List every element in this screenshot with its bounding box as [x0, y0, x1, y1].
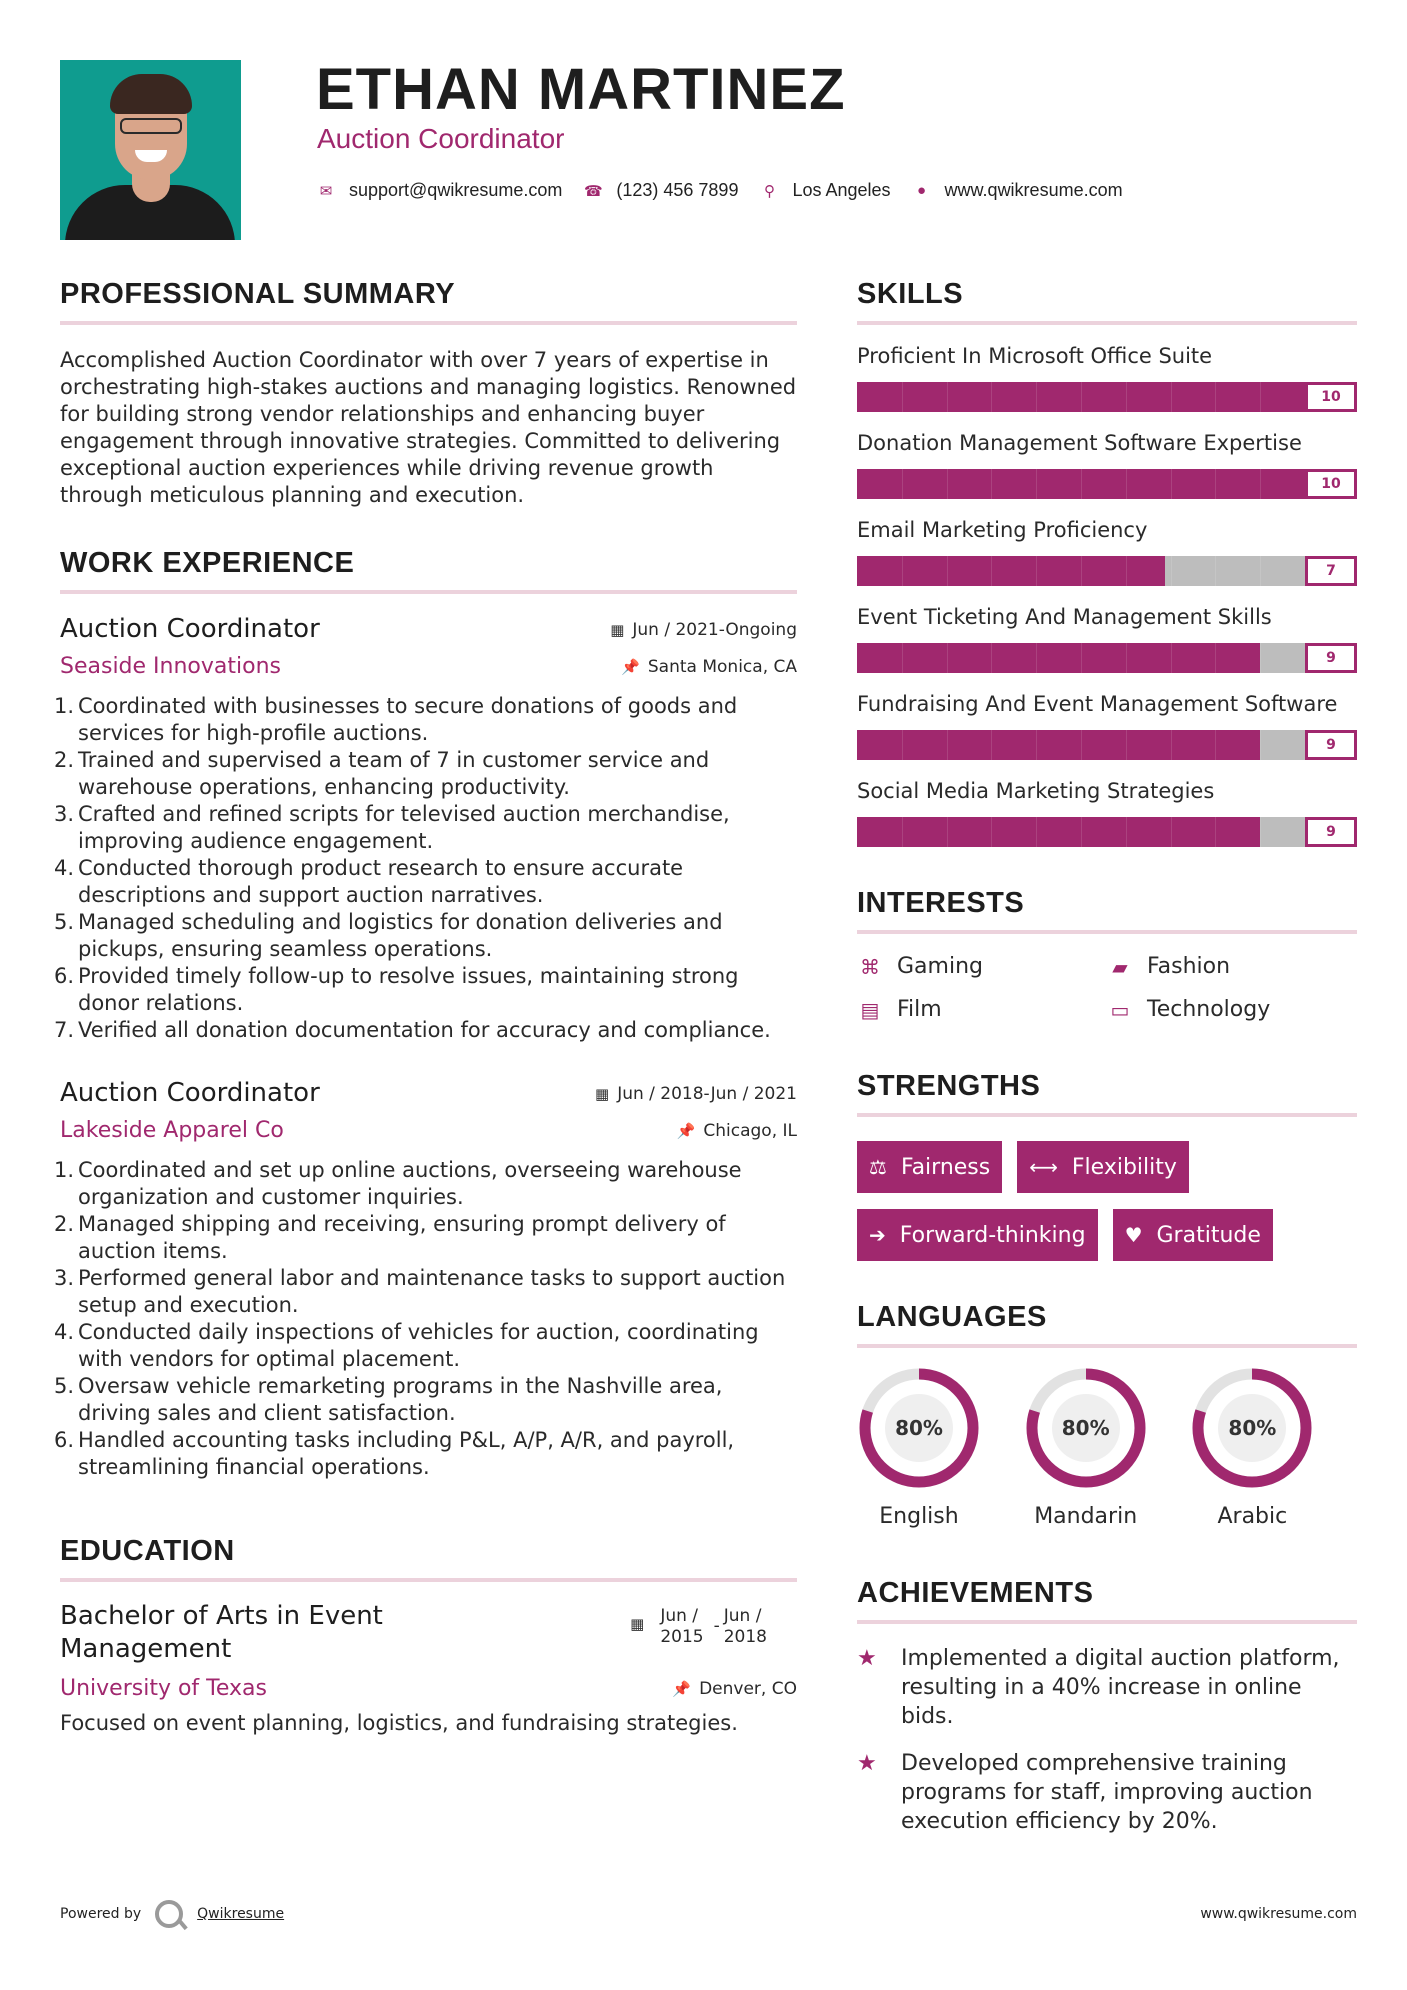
skill-bar-segment: [1215, 643, 1216, 673]
section-title: EDUCATION: [60, 1535, 235, 1567]
skill-bar-segment: [991, 730, 992, 760]
skill-bar-segment: [947, 817, 948, 847]
photo-glasses-shape: [120, 118, 182, 134]
job-entry: [60, 614, 797, 1044]
strength-chip: [1113, 1209, 1273, 1261]
skill-bar: [857, 730, 1357, 760]
skill-bar-segment: [902, 817, 903, 847]
strength-chip: [857, 1209, 1098, 1261]
strengths-list: [857, 1141, 1357, 1261]
interest-gaming: [857, 954, 1107, 979]
pushpin-icon: 📌: [621, 657, 640, 676]
skill-bar-fill: [857, 382, 1357, 412]
skill-item: [857, 778, 1357, 847]
bullet-item: Oversaw vehicle remarketing programs in the Nashville area, driving sales and client satisfaction.: [78, 1374, 723, 1425]
skill-bar: [857, 469, 1357, 499]
skill-bar-segment: [1260, 469, 1261, 499]
powered-by-label: Powered by: [60, 1906, 142, 1922]
skill-bar-segment: [1036, 730, 1037, 760]
skill-bar-segment: [1036, 643, 1037, 673]
map-pin-icon: ⚲: [763, 182, 775, 200]
skill-bar-fill: [857, 556, 1165, 586]
strength-label: Gratitude: [1156, 1222, 1261, 1248]
calendar-icon: ▦: [630, 1615, 645, 1633]
powered-by: [60, 1900, 284, 1928]
job-bullets: [60, 1157, 797, 1481]
candidate-title: Auction Coordinator: [317, 123, 565, 154]
skill-bar-segment: [991, 556, 992, 586]
skill-bar-segment: [902, 382, 903, 412]
skill-bar-segment: [1171, 469, 1172, 499]
strength-label: Forward-thinking: [899, 1222, 1086, 1248]
skill-bar-segment: [1081, 469, 1082, 499]
skill-bar-segment: [1126, 817, 1127, 847]
skills-list: [857, 343, 1357, 847]
skill-bar-segment: [947, 382, 948, 412]
language-name: English: [879, 1504, 959, 1529]
bullet-item: Coordinated and set up online auctions, overseeing warehouse organization and customer inquiries.: [78, 1158, 742, 1209]
job-location-text: Chicago, IL: [703, 1120, 797, 1141]
arrows-horizontal-icon: ⟷: [1029, 1155, 1058, 1179]
languages-section: [857, 1301, 1357, 1529]
section-title: SKILLS: [857, 278, 964, 310]
contact-phone-text: (123) 456 7899: [616, 180, 739, 200]
language-progress-ring: [1190, 1366, 1314, 1490]
section-divider: [857, 930, 1357, 934]
education-location-text: Denver, CO: [699, 1678, 797, 1699]
skill-bar-segment: [1126, 382, 1127, 412]
heart-icon: ♥: [1124, 1223, 1143, 1247]
right-column: [857, 278, 1357, 1836]
job-location: [621, 657, 797, 677]
skill-bar-segment: [1171, 382, 1172, 412]
bullet-item: Managed scheduling and logistics for donation deliveries and pickups, ensuring seamless operations.: [78, 910, 723, 961]
section-title: ACHIEVEMENTS: [857, 1577, 1094, 1609]
summary-section: [60, 278, 797, 509]
skill-bar-segment: [1171, 643, 1172, 673]
section-title: LANGUAGES: [857, 1301, 1047, 1333]
contact-email[interactable]: [317, 180, 562, 201]
skill-score-badge: 9: [1305, 817, 1357, 847]
laptop-icon: ▭: [1110, 997, 1130, 1022]
interests-section: [857, 887, 1357, 1022]
skill-bar-segment: [1260, 730, 1261, 760]
skill-score-badge: 7: [1305, 556, 1357, 586]
skill-bar-segment: [1081, 817, 1082, 847]
language-name: Mandarin: [1034, 1504, 1138, 1529]
bullet-item: Verified all donation documentation for accuracy and compliance.: [78, 1018, 771, 1042]
brand-link[interactable]: Qwikresume: [197, 1906, 285, 1922]
skill-name: Social Media Marketing Strategies: [857, 779, 1215, 803]
skill-bar-segment: [902, 556, 903, 586]
bullet-item: Managed shipping and receiving, ensuring prompt delivery of auction items.: [78, 1212, 726, 1263]
contact-location-text: Los Angeles: [792, 180, 891, 200]
skill-bar-segment: [947, 643, 948, 673]
balance-scale-icon: ⚖: [869, 1155, 887, 1179]
language-progress-ring: [1024, 1366, 1148, 1490]
skill-score-badge: 9: [1305, 730, 1357, 760]
calendar-icon: ▦: [595, 1085, 610, 1103]
start-year: 2015: [660, 1627, 704, 1647]
skill-bar-segment: [1215, 382, 1216, 412]
skill-bar-segment: [902, 730, 903, 760]
skill-name: Event Ticketing And Management Skills: [857, 605, 1272, 629]
job-location-text: Santa Monica, CA: [647, 656, 797, 677]
skill-bar: [857, 817, 1357, 847]
language-name: Arabic: [1217, 1504, 1288, 1529]
skill-bar-segment: [1260, 817, 1261, 847]
summary-text: Accomplished Auction Coordinator with over 7 years of expertise in orchestrating high-stakes auctions and managing logistics. Renowned for building strong vendor relationships and enhancing buyer engagement through innovative strategies. Committed to delivering exceptional auction experiences while driving revenue growth through meticulous planning and execution.: [60, 348, 797, 507]
skill-name: Fundraising And Event Management Software: [857, 692, 1338, 716]
gamepad-icon: ⌘: [860, 954, 880, 979]
skill-bar-segment: [947, 556, 948, 586]
skill-bar-segment: [947, 469, 948, 499]
company-name: Lakeside Apparel Co: [60, 1118, 284, 1143]
phone-icon: ☎: [584, 182, 603, 200]
star-icon: ★: [857, 1646, 877, 1671]
shopping-bag-icon: ▰: [1112, 954, 1128, 979]
skill-bar-segment: [1215, 469, 1216, 499]
education-description: Focused on event planning, logistics, and fundraising strategies.: [60, 1711, 738, 1735]
footer-website-link[interactable]: www.qwikresume.com: [1200, 1906, 1357, 1922]
job-dates-text: Jun / 2021-Ongoing: [632, 620, 797, 640]
skills-section: [857, 278, 1357, 847]
star-icon: ★: [857, 1751, 877, 1776]
language-progress-ring: [857, 1366, 981, 1490]
skill-bar-segment: [1126, 469, 1127, 499]
section-divider: [857, 321, 1357, 325]
skill-name: Donation Management Software Expertise: [857, 431, 1302, 455]
skill-bar-segment: [991, 643, 992, 673]
achievement-text: Developed comprehensive training programs for staff, improving auction execution efficiency by 20%.: [901, 1751, 1313, 1834]
skill-score-badge: 10: [1305, 469, 1357, 499]
bullet-item: Performed general labor and maintenance tasks to support auction setup and execution.: [78, 1266, 786, 1317]
skill-bar-segment: [1171, 817, 1172, 847]
skill-bar-segment: [1126, 643, 1127, 673]
candidate-name: ETHAN MARTINEZ: [316, 57, 846, 122]
photo-hair-shape: [110, 74, 192, 114]
education-start: [660, 1606, 703, 1648]
achievement-text: Implemented a digital auction platform, resulting in a 40% increase in online bids.: [901, 1646, 1340, 1729]
date-separator: -: [713, 1616, 720, 1636]
bullet-item: Trained and supervised a team of 7 in customer service and warehouse operations, enhancing productivity.: [78, 748, 710, 799]
profile-photo: [60, 60, 241, 240]
section-divider: [60, 321, 797, 325]
contact-bar: [317, 180, 1145, 201]
skill-bar-segment: [991, 817, 992, 847]
job-bullets: [60, 693, 797, 1044]
company-name: Seaside Innovations: [60, 654, 281, 679]
strength-chip: [1017, 1141, 1189, 1193]
skill-bar-segment: [1036, 469, 1037, 499]
section-divider: [857, 1620, 1357, 1624]
bullet-item: Coordinated with businesses to secure donations of goods and services for high-profile auctions.: [78, 694, 738, 745]
language-item: [1190, 1366, 1357, 1529]
job-location: [677, 1121, 797, 1141]
achievements-section: [857, 1577, 1357, 1836]
skill-bar-segment: [991, 382, 992, 412]
section-divider: [60, 1578, 797, 1582]
section-divider: [857, 1344, 1357, 1348]
skill-bar-segment: [902, 469, 903, 499]
bullet-item: Provided timely follow-up to resolve issues, maintaining strong donor relations.: [78, 964, 739, 1015]
start-month: Jun /: [660, 1606, 699, 1626]
footer: [60, 1900, 1357, 1928]
job-title: Auction Coordinator: [60, 1078, 320, 1108]
education-dates: [630, 1606, 767, 1666]
education-end: [724, 1606, 767, 1648]
bullet-item: Crafted and refined scripts for televised auction merchandise, improving audience engagement.: [78, 802, 730, 853]
interests-list: [857, 954, 1357, 1022]
skill-bar: [857, 556, 1357, 586]
globe-icon: ●: [917, 182, 927, 199]
skill-bar-segment: [1260, 643, 1261, 673]
bullet-item: Conducted thorough product research to ensure accurate descriptions and support auction narratives.: [78, 856, 684, 907]
section-divider: [60, 590, 797, 594]
skill-bar: [857, 643, 1357, 673]
skill-name: Proficient In Microsoft Office Suite: [857, 344, 1213, 368]
interest-label: Technology: [1147, 997, 1271, 1022]
skill-bar-fill: [857, 643, 1260, 673]
end-year: 2018: [723, 1627, 767, 1647]
skill-bar-segment: [1260, 556, 1261, 586]
language-item: [857, 1366, 1024, 1529]
skill-bar: [857, 382, 1357, 412]
language-percent: 80%: [1228, 1416, 1277, 1440]
skill-bar-segment: [1126, 556, 1127, 586]
film-icon: ▤: [860, 997, 880, 1022]
skill-name: Email Marketing Proficiency: [857, 518, 1148, 542]
envelope-icon: ✉: [319, 182, 333, 200]
strength-label: Flexibility: [1071, 1154, 1177, 1180]
skill-item: [857, 604, 1357, 673]
job-entry: [60, 1078, 797, 1481]
degree-title: Bachelor of Arts in Event Management: [60, 1601, 383, 1664]
interest-label: Film: [897, 997, 942, 1022]
strength-chip: [857, 1141, 1002, 1193]
education-section: [60, 1535, 797, 1735]
qwikresume-logo-icon: [155, 1900, 183, 1928]
strengths-section: [857, 1070, 1357, 1261]
section-title: INTERESTS: [857, 887, 1025, 919]
school-name: University of Texas: [60, 1676, 267, 1701]
skill-bar-fill: [857, 817, 1260, 847]
achievement-item: [857, 1749, 1357, 1836]
skill-bar-segment: [1036, 556, 1037, 586]
skill-bar-segment: [1036, 382, 1037, 412]
job-dates-text: Jun / 2018-Jun / 2021: [617, 1084, 797, 1104]
pushpin-icon: 📌: [676, 1121, 696, 1140]
contact-phone[interactable]: [584, 180, 738, 201]
skill-bar-segment: [902, 643, 903, 673]
job-dates: [595, 1084, 797, 1104]
contact-website[interactable]: [913, 180, 1123, 201]
skill-bar-segment: [1081, 382, 1082, 412]
languages-list: [857, 1366, 1357, 1529]
skill-bar-segment: [1215, 730, 1216, 760]
section-title: PROFESSIONAL SUMMARY: [60, 278, 456, 310]
skill-bar-segment: [1171, 556, 1172, 586]
experience-section: [60, 547, 797, 1481]
skill-bar-segment: [1260, 382, 1261, 412]
language-percent: 80%: [895, 1416, 943, 1440]
left-column: [60, 278, 797, 1735]
end-month: Jun /: [723, 1606, 762, 1626]
job-title: Auction Coordinator: [60, 614, 320, 644]
skill-bar-segment: [1081, 730, 1082, 760]
skill-bar-fill: [857, 730, 1260, 760]
interest-fashion: [1107, 954, 1357, 979]
bullet-item: Handled accounting tasks including P&L, A/P, A/R, and payroll, streamlining financial operations.: [78, 1428, 735, 1479]
skill-bar-segment: [1215, 556, 1216, 586]
skill-bar-segment: [991, 469, 992, 499]
interest-film: [857, 997, 1107, 1022]
achievement-item: [857, 1644, 1357, 1731]
skill-bar-segment: [1081, 556, 1082, 586]
section-divider: [857, 1113, 1357, 1117]
section-title: STRENGTHS: [857, 1070, 1041, 1102]
contact-location: [760, 180, 890, 201]
language-percent: 80%: [1061, 1416, 1110, 1440]
job-dates: [610, 620, 797, 640]
skill-bar-segment: [1036, 817, 1037, 847]
bullet-item: Conducted daily inspections of vehicles for auction, coordinating with vendors for optimal placement.: [78, 1320, 759, 1371]
skill-bar-segment: [947, 730, 948, 760]
interest-label: Fashion: [1147, 954, 1231, 979]
skill-bar-segment: [1126, 730, 1127, 760]
calendar-icon: ▦: [610, 621, 625, 639]
skill-score-badge: 9: [1305, 643, 1357, 673]
strength-label: Fairness: [900, 1154, 991, 1180]
interest-label: Gaming: [897, 954, 983, 979]
skill-item: [857, 430, 1357, 499]
skill-item: [857, 517, 1357, 586]
skill-bar-fill: [857, 469, 1357, 499]
skill-item: [857, 691, 1357, 760]
contact-website-text: www.qwikresume.com: [944, 180, 1123, 200]
skill-bar-segment: [1081, 643, 1082, 673]
skill-item: [857, 343, 1357, 412]
education-location: [672, 1679, 797, 1699]
skill-bar-segment: [1171, 730, 1172, 760]
arrow-right-icon: ➔: [869, 1223, 886, 1247]
skill-score-badge: 10: [1305, 382, 1357, 412]
skill-bar-segment: [1215, 817, 1216, 847]
language-item: [1024, 1366, 1191, 1529]
section-title: WORK EXPERIENCE: [60, 547, 355, 579]
contact-email-text: support@qwikresume.com: [349, 180, 563, 200]
interest-technology: [1107, 997, 1357, 1022]
pushpin-icon: 📌: [672, 1679, 692, 1698]
